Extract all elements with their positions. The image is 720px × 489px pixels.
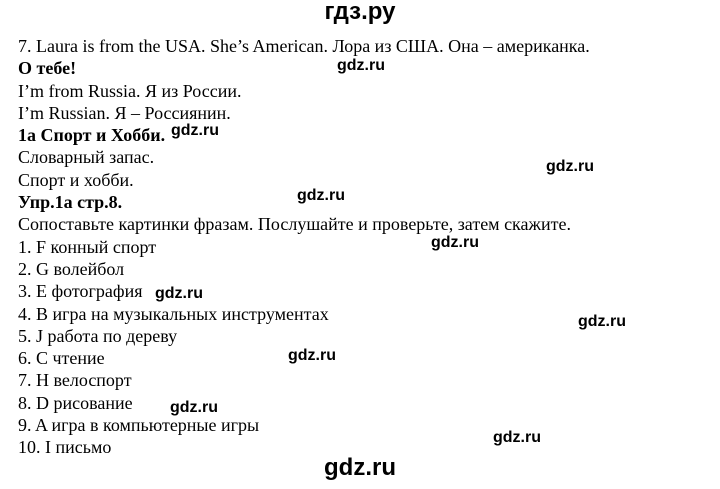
section-heading-sport-hobbies: 1a Спорт и Хобби. xyxy=(18,125,166,146)
watermark: gdz.ru xyxy=(170,399,218,416)
site-footer-title: gdz.ru xyxy=(324,454,396,481)
example-sentence-line: 7. Laura is from the USA. She’s American. Лора из США. Она – американка. xyxy=(18,36,590,56)
watermark: gdz.ru xyxy=(337,57,385,74)
answer-item: 1. F конный спорт xyxy=(18,236,157,257)
exercise-instructions: Сопоставьте картинки фразам. Послушайте и проверьте, затем скажите. xyxy=(18,214,571,235)
answer-item: 10. I письмо xyxy=(18,437,112,458)
text-line: I’m Russian. Я – Россиянин. xyxy=(18,102,231,123)
answer-item: 4. B игра на музыкальных инструментах xyxy=(18,303,329,324)
answer-item: 7. H велоспорт xyxy=(18,370,132,391)
watermark: gdz.ru xyxy=(155,285,203,302)
answer-item: 5. J работа по дереву xyxy=(18,325,178,346)
watermark: gdz.ru xyxy=(546,158,594,175)
watermark: gdz.ru xyxy=(431,234,479,251)
watermark: gdz.ru xyxy=(578,313,626,330)
watermark: gdz.ru xyxy=(493,429,541,446)
answer-item: 9. A игра в компьютерные игры xyxy=(18,415,260,436)
answer-item: 8. D рисование xyxy=(18,392,133,413)
document-body xyxy=(18,35,708,459)
section-heading-about-you: О тебе! xyxy=(18,58,77,79)
answer-item: 2. G волейбол xyxy=(18,258,125,279)
text-line: Спорт и хобби. xyxy=(18,169,134,190)
watermark: gdz.ru xyxy=(288,347,336,364)
watermark: gdz.ru xyxy=(297,187,345,204)
answer-item: 3. E фотография xyxy=(18,281,143,302)
text-line: Словарный запас. xyxy=(18,147,155,168)
exercise-heading: Упр.1a стр.8. xyxy=(18,192,123,213)
site-header-title: гдз.ру xyxy=(324,0,396,25)
watermark: gdz.ru xyxy=(171,122,219,139)
text-line: I’m from Russia. Я из России. xyxy=(18,80,242,101)
answer-item: 6. C чтение xyxy=(18,348,105,369)
